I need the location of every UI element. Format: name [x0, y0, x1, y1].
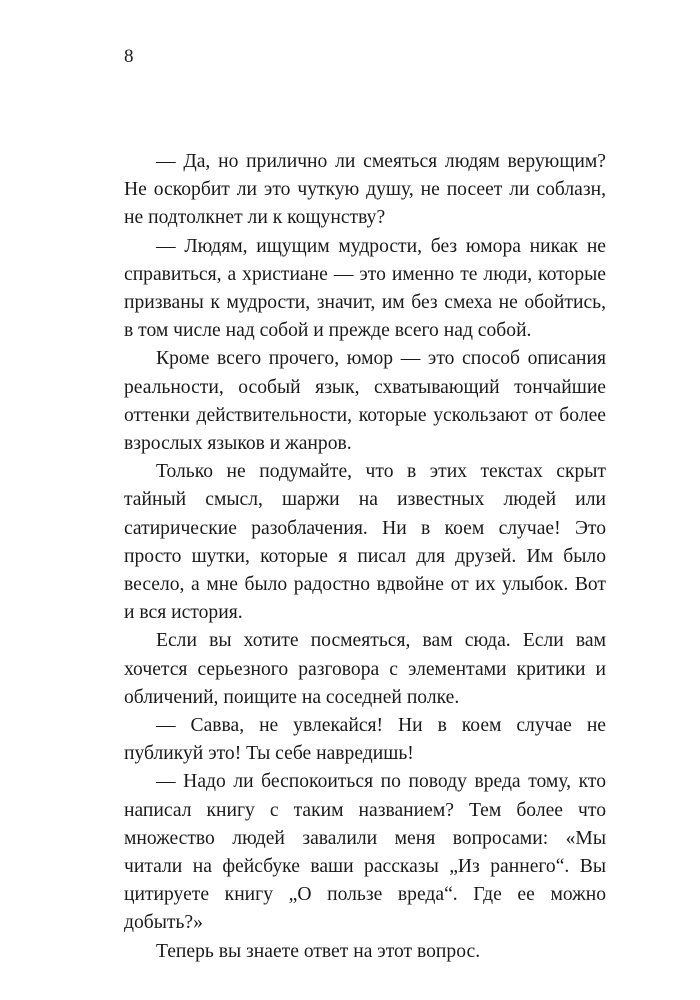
page-number: 8: [124, 46, 134, 67]
paragraph-4: Только не подумайте, что в этих текстах скрыт тайный смысл, шаржи на известных людей или сатирические разоблачения. Ни в коем случае! Это просто шутки, которые я писал для друзей. Им было весело, а мне было радостно вдвойне от их улыбок. Вот и вся история.: [124, 461, 606, 624]
paragraph-1: — Да, но прилично ли смеяться людям верующим? Не оскорбит ли это чуткую душу, не посеет ли соблазн, не подтолкнет ли к кощунству?: [124, 151, 606, 229]
paragraph-8: Теперь вы знаете ответ на этот вопрос.: [156, 940, 481, 962]
paragraph-5: Если вы хотите посмеяться, вам сюда. Если вам хочется серьезного разговора с элементами критики и обличений, поищите на соседней полке.: [124, 630, 606, 708]
paragraph-2: — Людям, ищущим мудрости, без юмора никак не справиться, а христиане — это именно те люди, которые призваны к мудрости, значит, им без смеха не обойтись, в том числе над собой и прежде всего над собой.: [124, 235, 606, 342]
paragraph-6: — Савва, не увлекайся! Ни в коем случае не публикуй это! Ты себе навредишь!: [124, 715, 606, 765]
body-text: [124, 148, 606, 966]
paragraph-7: — Надо ли беспокоиться по поводу вреда тому, кто написал книгу с таким названием? Тем более что множество людей завалили меня вопросами: «Мы читали на фейсбуке ваши рассказы „Из раннего“. Вы цитируете книгу „О пользе вреда“. Где ее можно добыть?»: [124, 771, 606, 934]
paragraph-3: Кроме всего прочего, юмор — это способ описания реальности, особый язык, схватывающий тончайшие оттенки действительности, которые ускользают от более взрослых языков и жанров.: [124, 348, 606, 455]
